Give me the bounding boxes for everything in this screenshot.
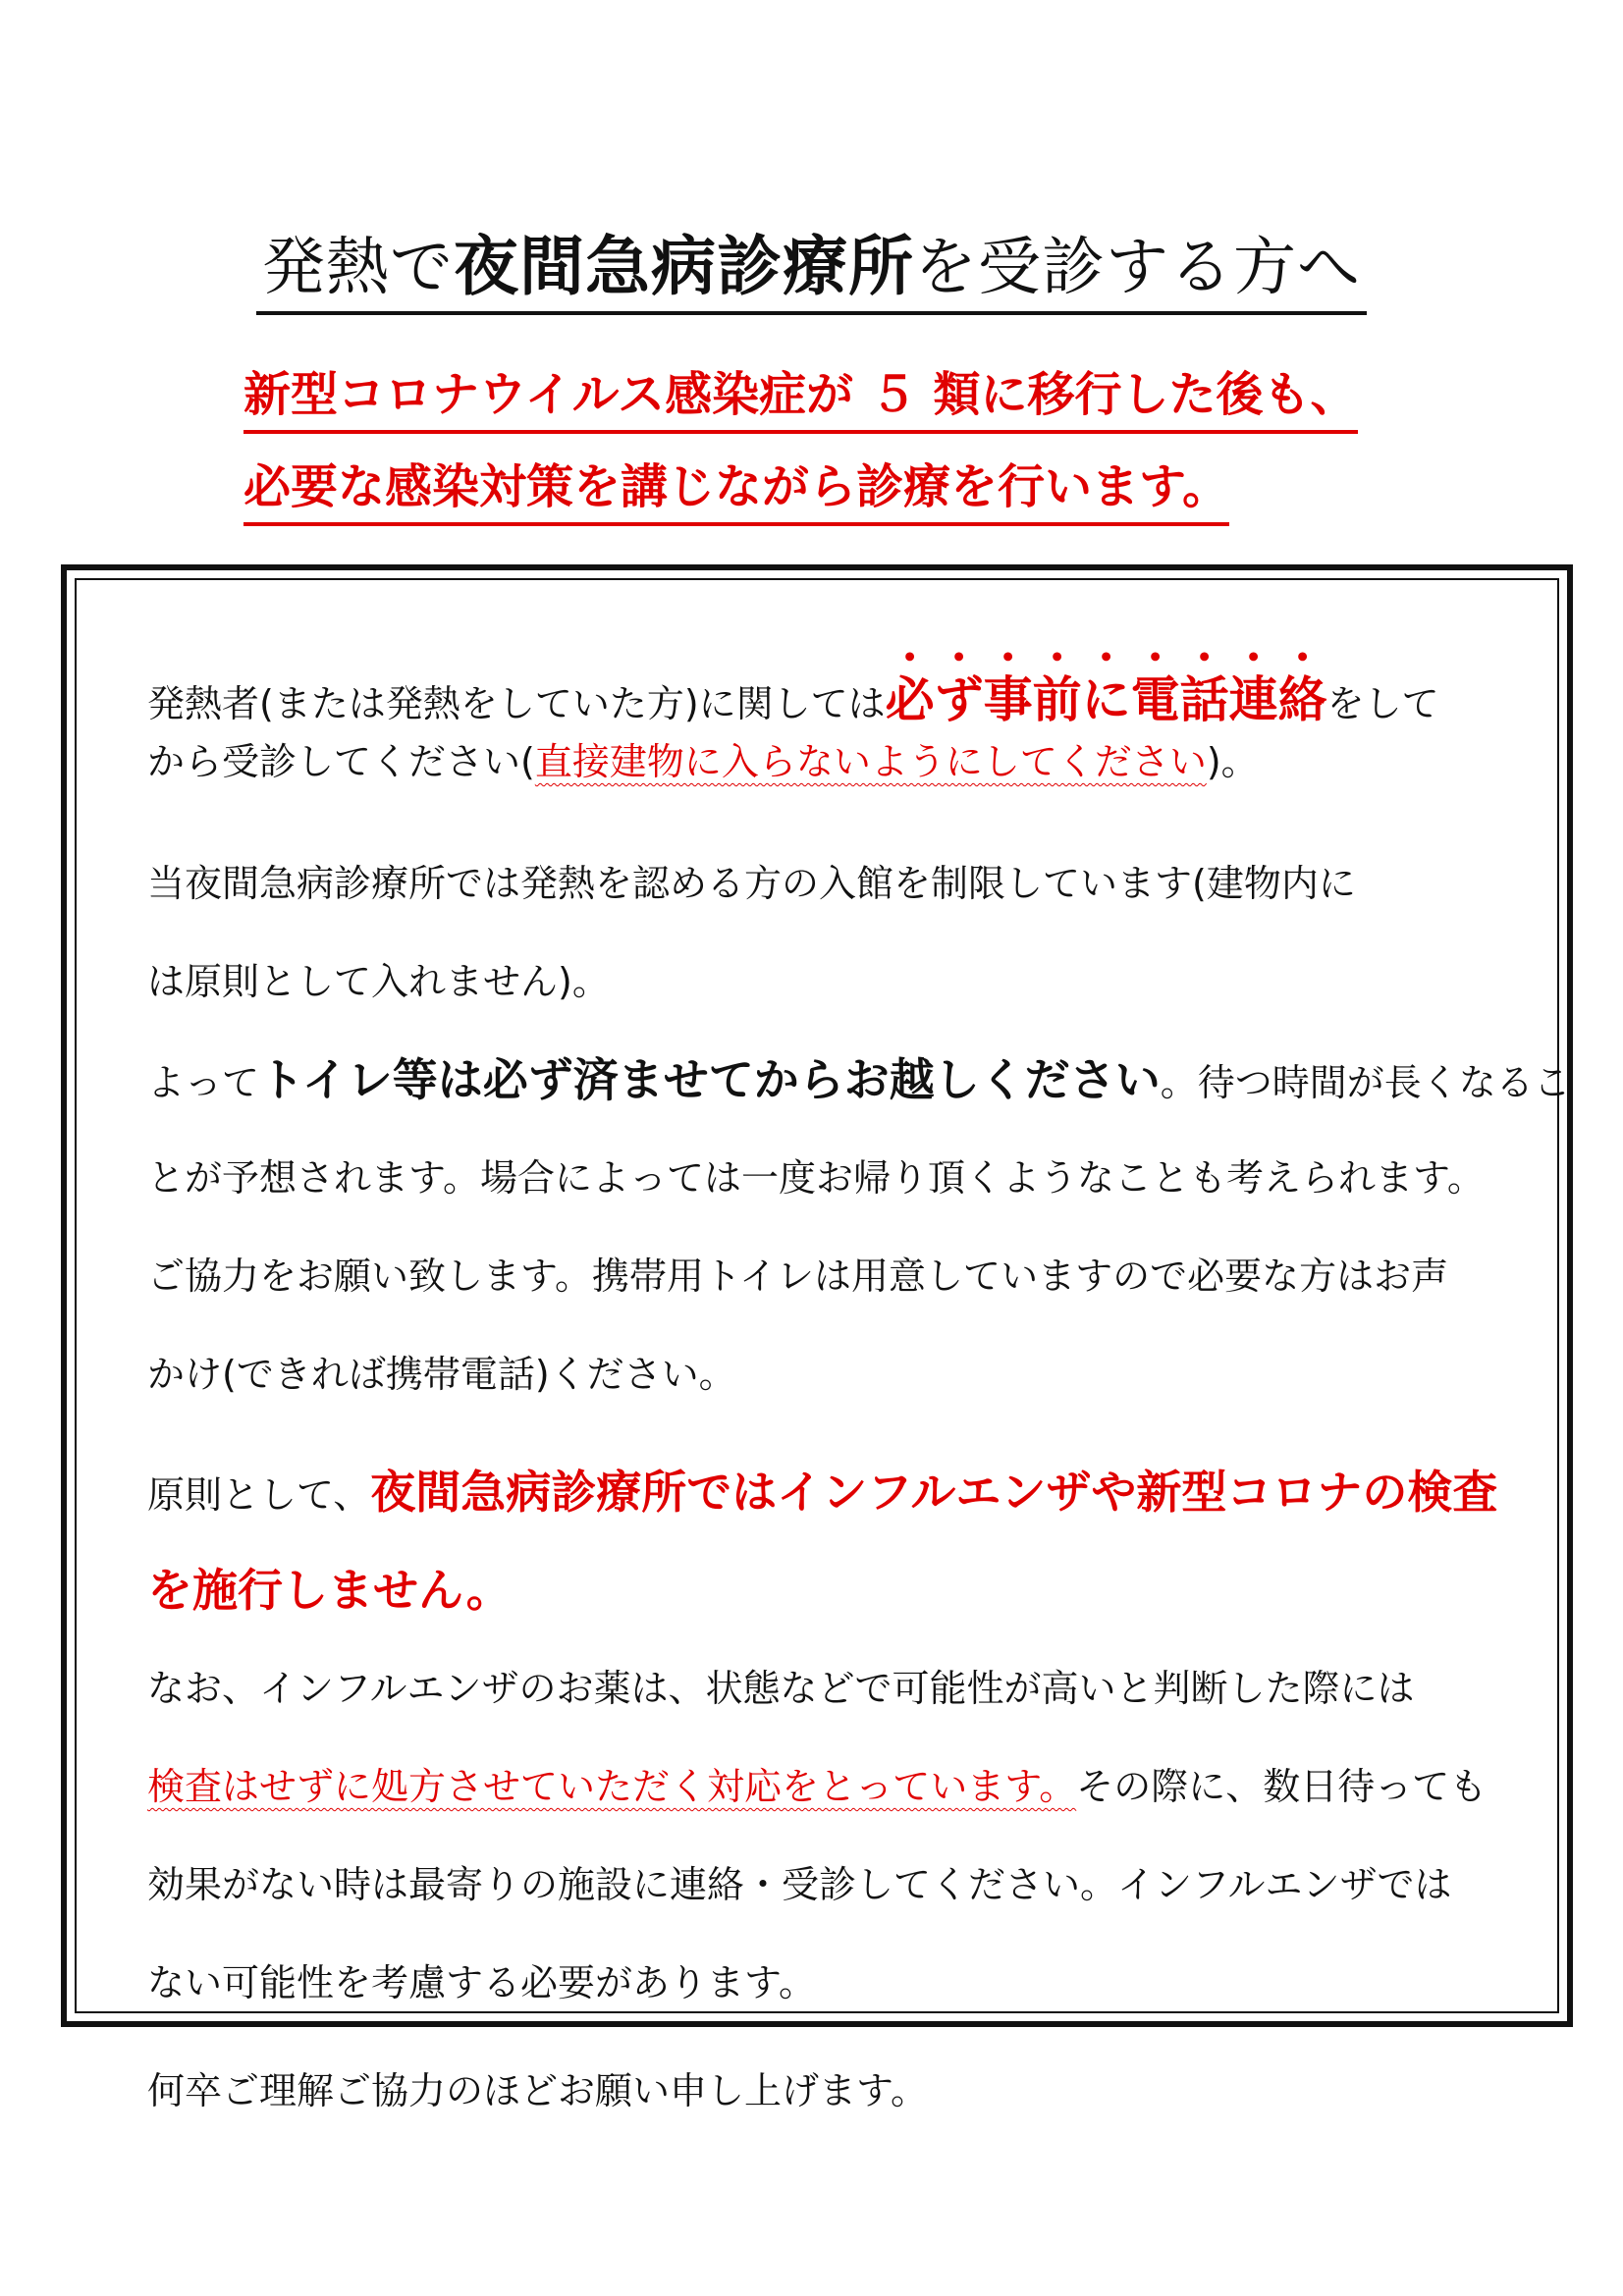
p2-line3 bbox=[147, 1053, 1571, 1106]
subtitle-line-2: 必要な感染対策を講じながら診療を行います。 bbox=[243, 457, 1229, 526]
no-entry-note: 直接建物に入らないようにしてください bbox=[534, 740, 1207, 783]
no-test-emphasis-cont: を施行しません。 bbox=[147, 1564, 512, 1617]
p1-line2-post: )。 bbox=[1206, 740, 1259, 783]
p3-line4-post: その際に、数日待っても bbox=[1076, 1765, 1488, 1808]
no-test-emphasis: 夜間急病診療所ではインフルエンザや新型コロナの検査 bbox=[370, 1466, 1498, 1519]
p2-line3-pre: よって bbox=[147, 1061, 260, 1104]
subtitle-line-1: 新型コロナウイルス感染症が ５ 類に移行した後も、 bbox=[243, 365, 1358, 434]
p2-line6: かけ(できれば携帯電話)ください。 bbox=[147, 1353, 736, 1396]
p2-line5: ご協力をお願い致します。携帯用トイレは用意していますので必要な方はお声 bbox=[147, 1255, 1449, 1298]
p1-line1-pre: 発熱者(または発熱をしていた方)に関しては bbox=[147, 682, 886, 725]
prescription-note: 検査はせずに処方させていただく対応をとっています。 bbox=[147, 1765, 1077, 1808]
p3-line6: ない可能性を考慮する必要があります。 bbox=[147, 1961, 816, 2004]
p1-line1-post: をして bbox=[1326, 682, 1439, 725]
p1-line2-pre: から受診してください( bbox=[147, 740, 535, 783]
p2-line2: は原則として入れません)。 bbox=[147, 960, 610, 1003]
title-part-3: を受診する方へ bbox=[914, 232, 1361, 304]
p1-line2 bbox=[147, 738, 1259, 785]
p3-line1-pre: 原則として、 bbox=[147, 1473, 371, 1517]
p3-line1 bbox=[147, 1468, 1497, 1519]
p3-line3: なお、インフルエンザのお薬は、状態などで可能性が高いと判断した際には bbox=[147, 1667, 1415, 1710]
p3-line2 bbox=[147, 1564, 512, 1617]
p2-line3-post: 。待つ時間が長くなるこ bbox=[1160, 1061, 1571, 1104]
p3-line5: 効果がない時は最寄りの施設に連絡・受診してください。インフルエンザでは bbox=[147, 1863, 1452, 1906]
page-title bbox=[256, 228, 1367, 315]
p1-line1 bbox=[147, 643, 1439, 728]
title-part-1: 発熱で bbox=[262, 232, 454, 304]
closing-line: 何卒ご理解ご協力のほどお願い申し上げます。 bbox=[147, 2069, 928, 2112]
toilet-emphasis: トイレ等は必ず済ませてからお越しください bbox=[259, 1053, 1161, 1106]
phone-contact-emphasis: 必ず事前に電話連絡 bbox=[885, 671, 1327, 728]
title-part-2: 夜間急病診療所 bbox=[454, 229, 914, 304]
p2-line1: 当夜間急病診療所では発熱を認める方の入館を制限しています(建物内に bbox=[147, 862, 1356, 905]
p3-line4 bbox=[147, 1763, 1487, 1810]
p2-line4: とが予想されます。場合によっては一度お帰り頂くようなことも考えられます。 bbox=[147, 1156, 1485, 1200]
title-container bbox=[0, 228, 1623, 315]
